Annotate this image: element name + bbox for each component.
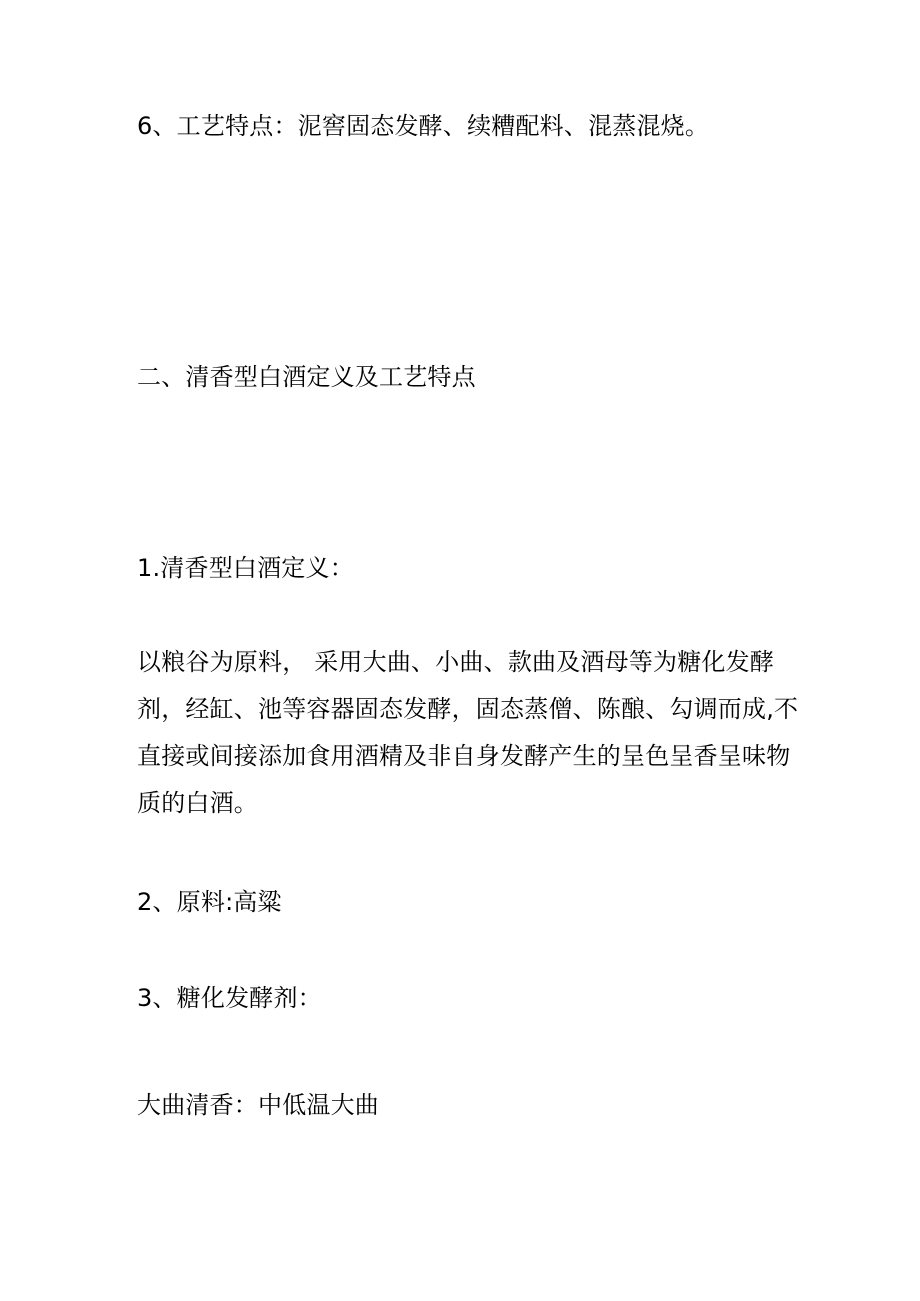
item-3-saccharifying-agent: 3、糖化发酵剂： <box>137 984 322 1012</box>
section-2-heading: 二、清香型白酒定义及工艺特点 <box>137 363 476 391</box>
definition-line: 直接或间接添加食用酒精及非自身发酵产生的呈色呈香呈味物 <box>137 742 791 770</box>
definition-line: 质的白酒。 <box>137 789 258 817</box>
definition-line: 以粮谷为原料， 采用大曲、小曲、款曲及酒母等为糖化发酵 <box>137 648 775 676</box>
item-6-process-features: 6、工艺特点：泥窖固态发酵、续糟配料、混蒸混烧。 <box>137 112 710 140</box>
item-2-raw-material: 2、原料:高粱 <box>137 888 282 916</box>
definition-paragraph <box>137 639 799 827</box>
daqu-qingxiang-line: 大曲清香：中低温大曲 <box>137 1091 379 1119</box>
definition-line: 剂，经缸、池等容器固态发酵，固态蒸僧、陈酿、勾调而成,不 <box>137 695 799 723</box>
item-1-heading: 1.清香型白酒定义： <box>137 554 354 582</box>
